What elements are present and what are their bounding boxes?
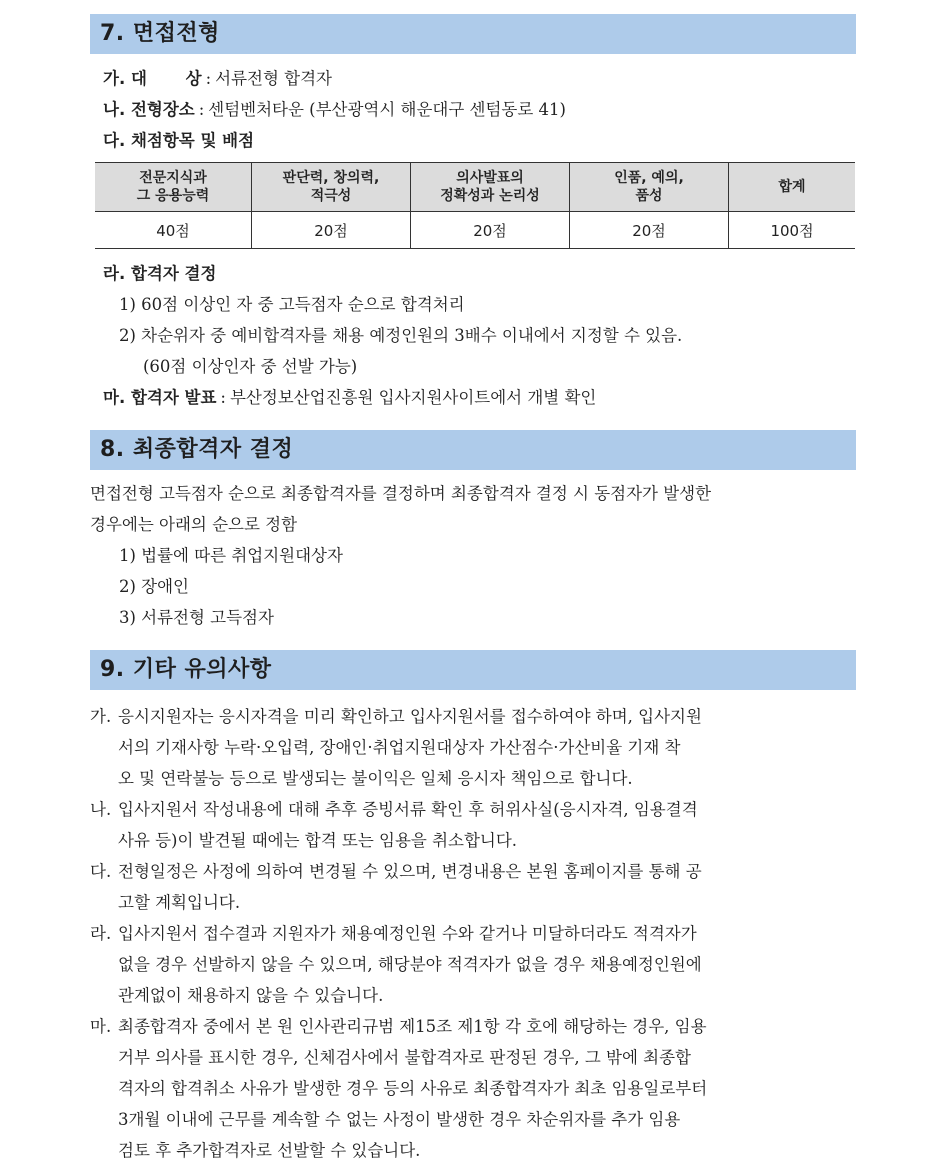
sec9-item — [90, 856, 858, 918]
table-header-cell: 전문지식과 그 응용능력 — [95, 163, 252, 212]
sec9-item-marker: 가. — [90, 707, 112, 726]
sec7-item-a-sep: : — [205, 69, 212, 88]
sec7-item-e — [103, 387, 596, 409]
sec9-item-marker: 다. — [90, 862, 112, 881]
sec8-intro-line: 경우에는 아래의 순으로 정함 — [90, 515, 298, 534]
sec7-item-d — [103, 263, 216, 285]
table-header-cell: 인품, 예의, 품성 — [570, 163, 729, 212]
sec9-item-line: 사유 등)이 발견될 때에는 합격 또는 임용을 취소합니다. — [118, 831, 518, 850]
sec9-item-line: 최종합격자 중에서 본 원 인사관리규범 제15조 제1항 각 호에 해당하는 경우, 임용 — [118, 1017, 707, 1036]
sec7-item-a-label: 가. 대 상 — [103, 69, 202, 88]
sec7-item-b-sep: : — [198, 100, 205, 119]
sec9-item-line: 전형일정은 사정에 의하여 변경될 수 있으며, 변경내용은 본원 홈페이지를 통해 공 — [118, 862, 702, 881]
score-table — [95, 162, 855, 249]
sec9-item-marker: 마. — [90, 1017, 112, 1036]
sec7-item-a — [103, 68, 332, 90]
score-table-row — [95, 212, 855, 249]
sec9-item-marker: 나. — [90, 800, 112, 819]
sec9-item-line: 3개월 이내에 근무를 계속할 수 없는 사정이 발생한 경우 차순위자를 추가 임용 — [118, 1110, 681, 1129]
table-cell: 20점 — [411, 212, 570, 249]
sec7-d-subitem: 2) 차순위자 중 예비합격자를 채용 예정인원의 3배수 이내에서 지정할 수 있음. — [119, 326, 683, 345]
section-8-header: 8. 최종합격자 결정 — [90, 430, 856, 470]
sec9-item-line: 입사지원서 작성내용에 대해 추후 증빙서류 확인 후 허위사실(응시자격, 임용결격 — [118, 800, 698, 819]
sec8-list-item: 2) 장애인 — [119, 577, 189, 596]
sec9-item — [90, 918, 858, 1011]
table-cell: 20점 — [252, 212, 411, 249]
sec9-item-line: 격자의 합격취소 사유가 발생한 경우 등의 사유로 최종합격자가 최초 임용일로부터 — [118, 1079, 708, 1098]
sec7-item-b — [103, 99, 566, 121]
sec9-item — [90, 701, 858, 794]
table-header-cell: 합계 — [729, 163, 856, 212]
sec9-item-marker: 라. — [90, 924, 112, 943]
sec9-item-line: 서의 기재사항 누락·오입력, 장애인·취업지원대상자 가산점수·가산비율 기재 착 — [118, 738, 681, 757]
sec8-intro-line: 면접전형 고득점자 순으로 최종합격자를 결정하며 최종합격자 결정 시 동점자가 발생한 — [90, 484, 712, 503]
sec7-item-c-label: 다. 채점항목 및 배점 — [103, 131, 255, 150]
section-7-header: 7. 면접전형 — [90, 14, 856, 54]
sec9-item-line: 거부 의사를 표시한 경우, 신체검사에서 불합격자로 판정된 경우, 그 밖에 최종합 — [118, 1048, 691, 1067]
sec9-item-line: 없을 경우 선발하지 않을 수 있으며, 해당분야 적격자가 없을 경우 채용예정인원에 — [118, 955, 702, 974]
score-table-header-row — [95, 163, 855, 212]
sec7-item-e-label: 마. 합격자 발표 — [103, 388, 217, 407]
sec7-d-subitem: 1) 60점 이상인 자 중 고득점자 순으로 합격처리 — [119, 295, 465, 314]
sec7-item-c — [103, 130, 254, 152]
table-header-cell: 의사발표의 정확성과 논리성 — [411, 163, 570, 212]
table-header-cell: 판단력, 창의력, 적극성 — [252, 163, 411, 212]
table-cell: 40점 — [95, 212, 252, 249]
table-cell: 20점 — [570, 212, 729, 249]
sec7-item-b-value: 센텀벤처타운 (부산광역시 해운대구 센텀동로 41) — [208, 100, 566, 119]
sec9-item — [90, 1011, 858, 1166]
sec8-list-item: 3) 서류전형 고득점자 — [119, 608, 274, 627]
sec7-item-a-value: 서류전형 합격자 — [215, 69, 332, 88]
sec9-item-line: 고할 계획입니다. — [118, 893, 241, 912]
sec7-d-subitem-note: (60점 이상인자 중 선발 가능) — [143, 357, 358, 376]
sec7-item-d-label: 라. 합격자 결정 — [103, 264, 217, 283]
sec7-item-b-label: 나. 전형장소 — [103, 100, 195, 119]
sec9-item-line: 검토 후 추가합격자로 선발할 수 있습니다. — [118, 1141, 421, 1160]
section-9-header: 9. 기타 유의사항 — [90, 650, 856, 690]
sec9-item-line: 오 및 연락불능 등으로 발생되는 불이익은 일체 응시자 책임으로 합니다. — [118, 769, 633, 788]
sec7-item-e-value: 부산정보산업진흥원 입사지원사이트에서 개별 확인 — [229, 388, 597, 407]
table-cell: 100점 — [729, 212, 856, 249]
sec7-item-e-sep: : — [220, 388, 226, 407]
sec8-list-item: 1) 법률에 따른 취업지원대상자 — [119, 546, 343, 565]
sec9-item-line: 입사지원서 접수결과 지원자가 채용예정인원 수와 같거나 미달하더라도 적격자가 — [118, 924, 697, 943]
sec9-item — [90, 794, 858, 856]
sec9-item-line: 응시지원자는 응시자격을 미리 확인하고 입사지원서를 접수하여야 하며, 입사지원 — [118, 707, 702, 726]
sec9-item-line: 관계없이 채용하지 않을 수 있습니다. — [118, 986, 384, 1005]
